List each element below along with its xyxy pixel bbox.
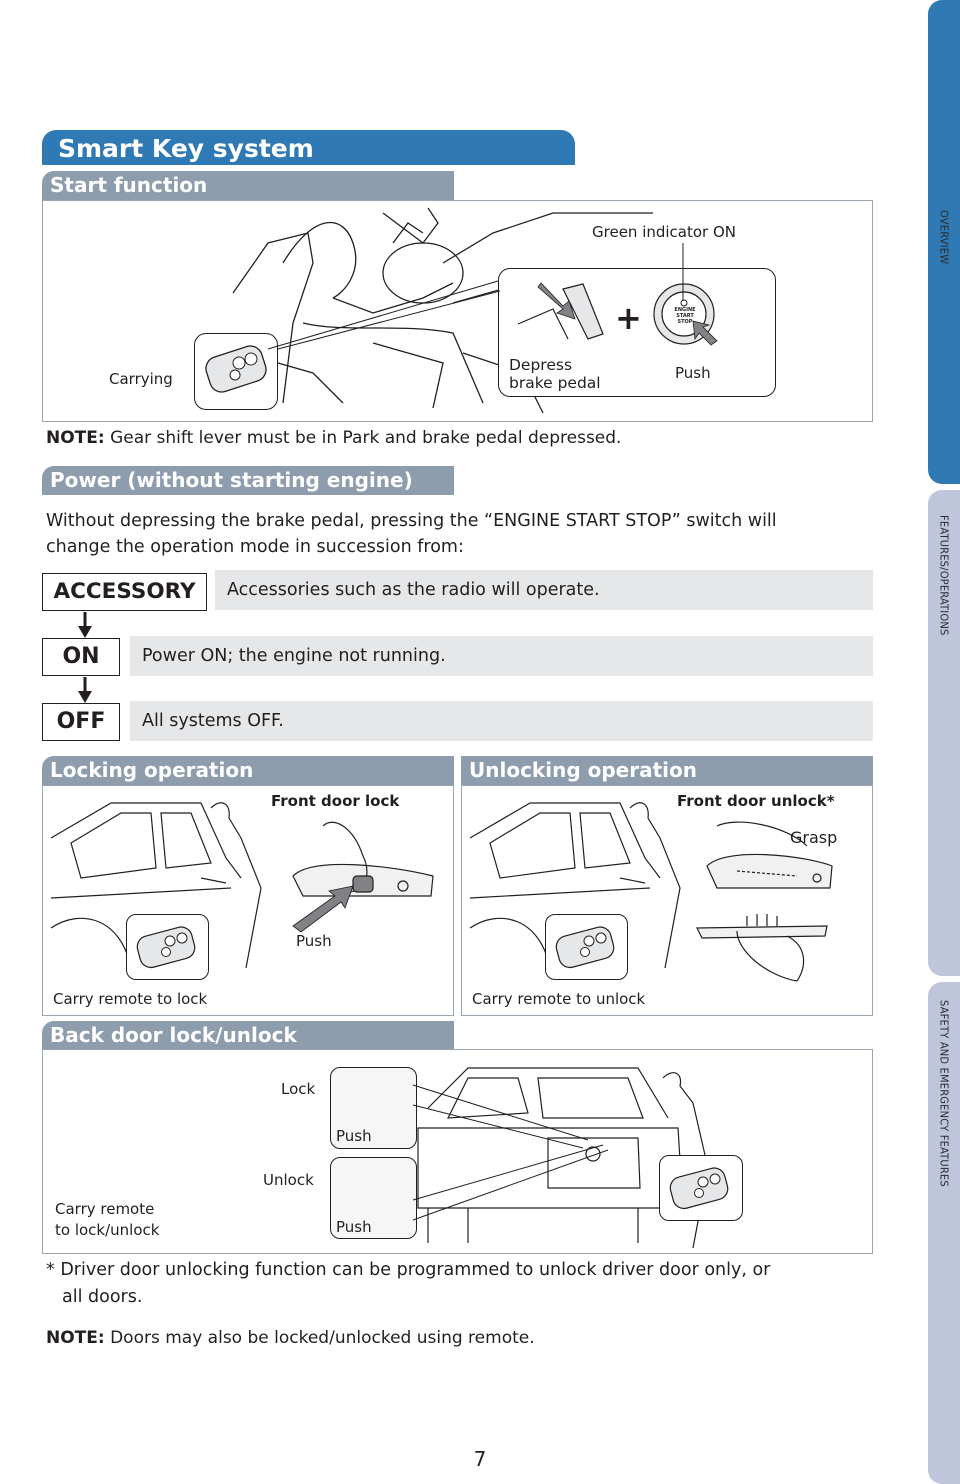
inset-leader-lines — [268, 279, 508, 349]
note-label: NOTE: — [46, 428, 105, 448]
engine-btn-text-2: START — [676, 313, 694, 319]
lock-push-label: Push — [296, 932, 332, 950]
tab-features-label[interactable]: FEATURES/OPERATIONS — [937, 515, 951, 636]
front-door-unlock-label: Front door unlock* — [677, 792, 835, 810]
push-label: Push — [675, 364, 711, 382]
mode-accessory-desc: Accessories such as the radio will operate. — [215, 570, 873, 610]
back-leader-lines — [413, 1080, 673, 1240]
key-fob-icon — [551, 921, 621, 971]
back-carry-2: to lock/unlock — [55, 1221, 160, 1239]
mode-on-desc: Power ON; the engine not running. — [130, 636, 873, 676]
section-start-function: Start function — [42, 171, 454, 200]
carry-to-lock-label: Carry remote to lock — [53, 990, 208, 1008]
footnote-2: all doors. — [62, 1287, 143, 1307]
arrow-down-icon — [78, 612, 92, 638]
key-fob-icon — [132, 921, 202, 971]
back-push-2: Push — [336, 1218, 372, 1236]
brake-pedal-icon — [513, 279, 613, 349]
engine-btn-text-1: ENGINE — [674, 307, 696, 313]
arrow-down-icon — [78, 677, 92, 703]
back-lock-label: Lock — [281, 1080, 316, 1098]
carry-to-unlock-label: Carry remote to unlock — [472, 990, 646, 1008]
engine-btn-text-3: STOP — [677, 319, 693, 325]
mode-accessory-box: ACCESSORY — [42, 573, 207, 611]
key-fob-icon — [201, 341, 271, 396]
section-back-door: Back door lock/unlock — [42, 1021, 454, 1050]
mode-on-box: ON — [42, 638, 120, 676]
power-intro-2: change the operation mode in succession from: — [46, 537, 464, 557]
note2-label: NOTE: — [46, 1328, 105, 1348]
mode-off-box: OFF — [42, 703, 120, 741]
indicator-leader-line — [681, 243, 685, 303]
front-door-lock-label: Front door lock — [271, 792, 400, 810]
grasp-label: Grasp — [790, 828, 838, 847]
depress-label-1: Depress — [509, 356, 573, 374]
key-fob-icon — [665, 1162, 735, 1212]
green-indicator-label: Green indicator ON — [592, 223, 737, 241]
start-illustration-panel — [42, 200, 873, 422]
depress-label-2: brake pedal — [509, 374, 601, 392]
door-handle-lock-illustration — [273, 816, 443, 936]
back-door-panel — [42, 1049, 873, 1254]
page-number: 7 — [473, 1447, 487, 1471]
back-unlock-label: Unlock — [263, 1171, 314, 1189]
plus-icon: + — [615, 299, 642, 337]
carrying-label: Carrying — [109, 370, 173, 388]
start-note — [46, 425, 621, 451]
door-handle-grasp-illustration — [697, 816, 867, 986]
tab-safety-label[interactable]: SAFETY AND EMERGENCY FEATURES — [937, 1000, 951, 1187]
tab-overview-label[interactable]: OVERVIEW — [937, 210, 951, 265]
back-push-1: Push — [336, 1127, 372, 1145]
locking-panel — [42, 785, 454, 1016]
back-carry-1: Carry remote — [55, 1200, 155, 1218]
note2-text: Doors may also be locked/unlocked using remote. — [104, 1328, 535, 1348]
doors-note — [46, 1325, 535, 1351]
section-power: Power (without starting engine) — [42, 466, 454, 495]
footnote-1: * Driver door unlocking function can be programmed to unlock driver door only, or — [46, 1260, 771, 1280]
section-unlocking: Unlocking operation — [461, 756, 873, 785]
page-title: Smart Key system — [42, 130, 575, 165]
section-locking: Locking operation — [42, 756, 454, 785]
mode-off-desc: All systems OFF. — [130, 701, 873, 741]
note-text: Gear shift lever must be in Park and brake pedal depressed. — [104, 428, 622, 448]
unlocking-panel — [461, 785, 873, 1016]
power-intro-1: Without depressing the brake pedal, pressing the “ENGINE START STOP” switch will — [46, 511, 777, 531]
